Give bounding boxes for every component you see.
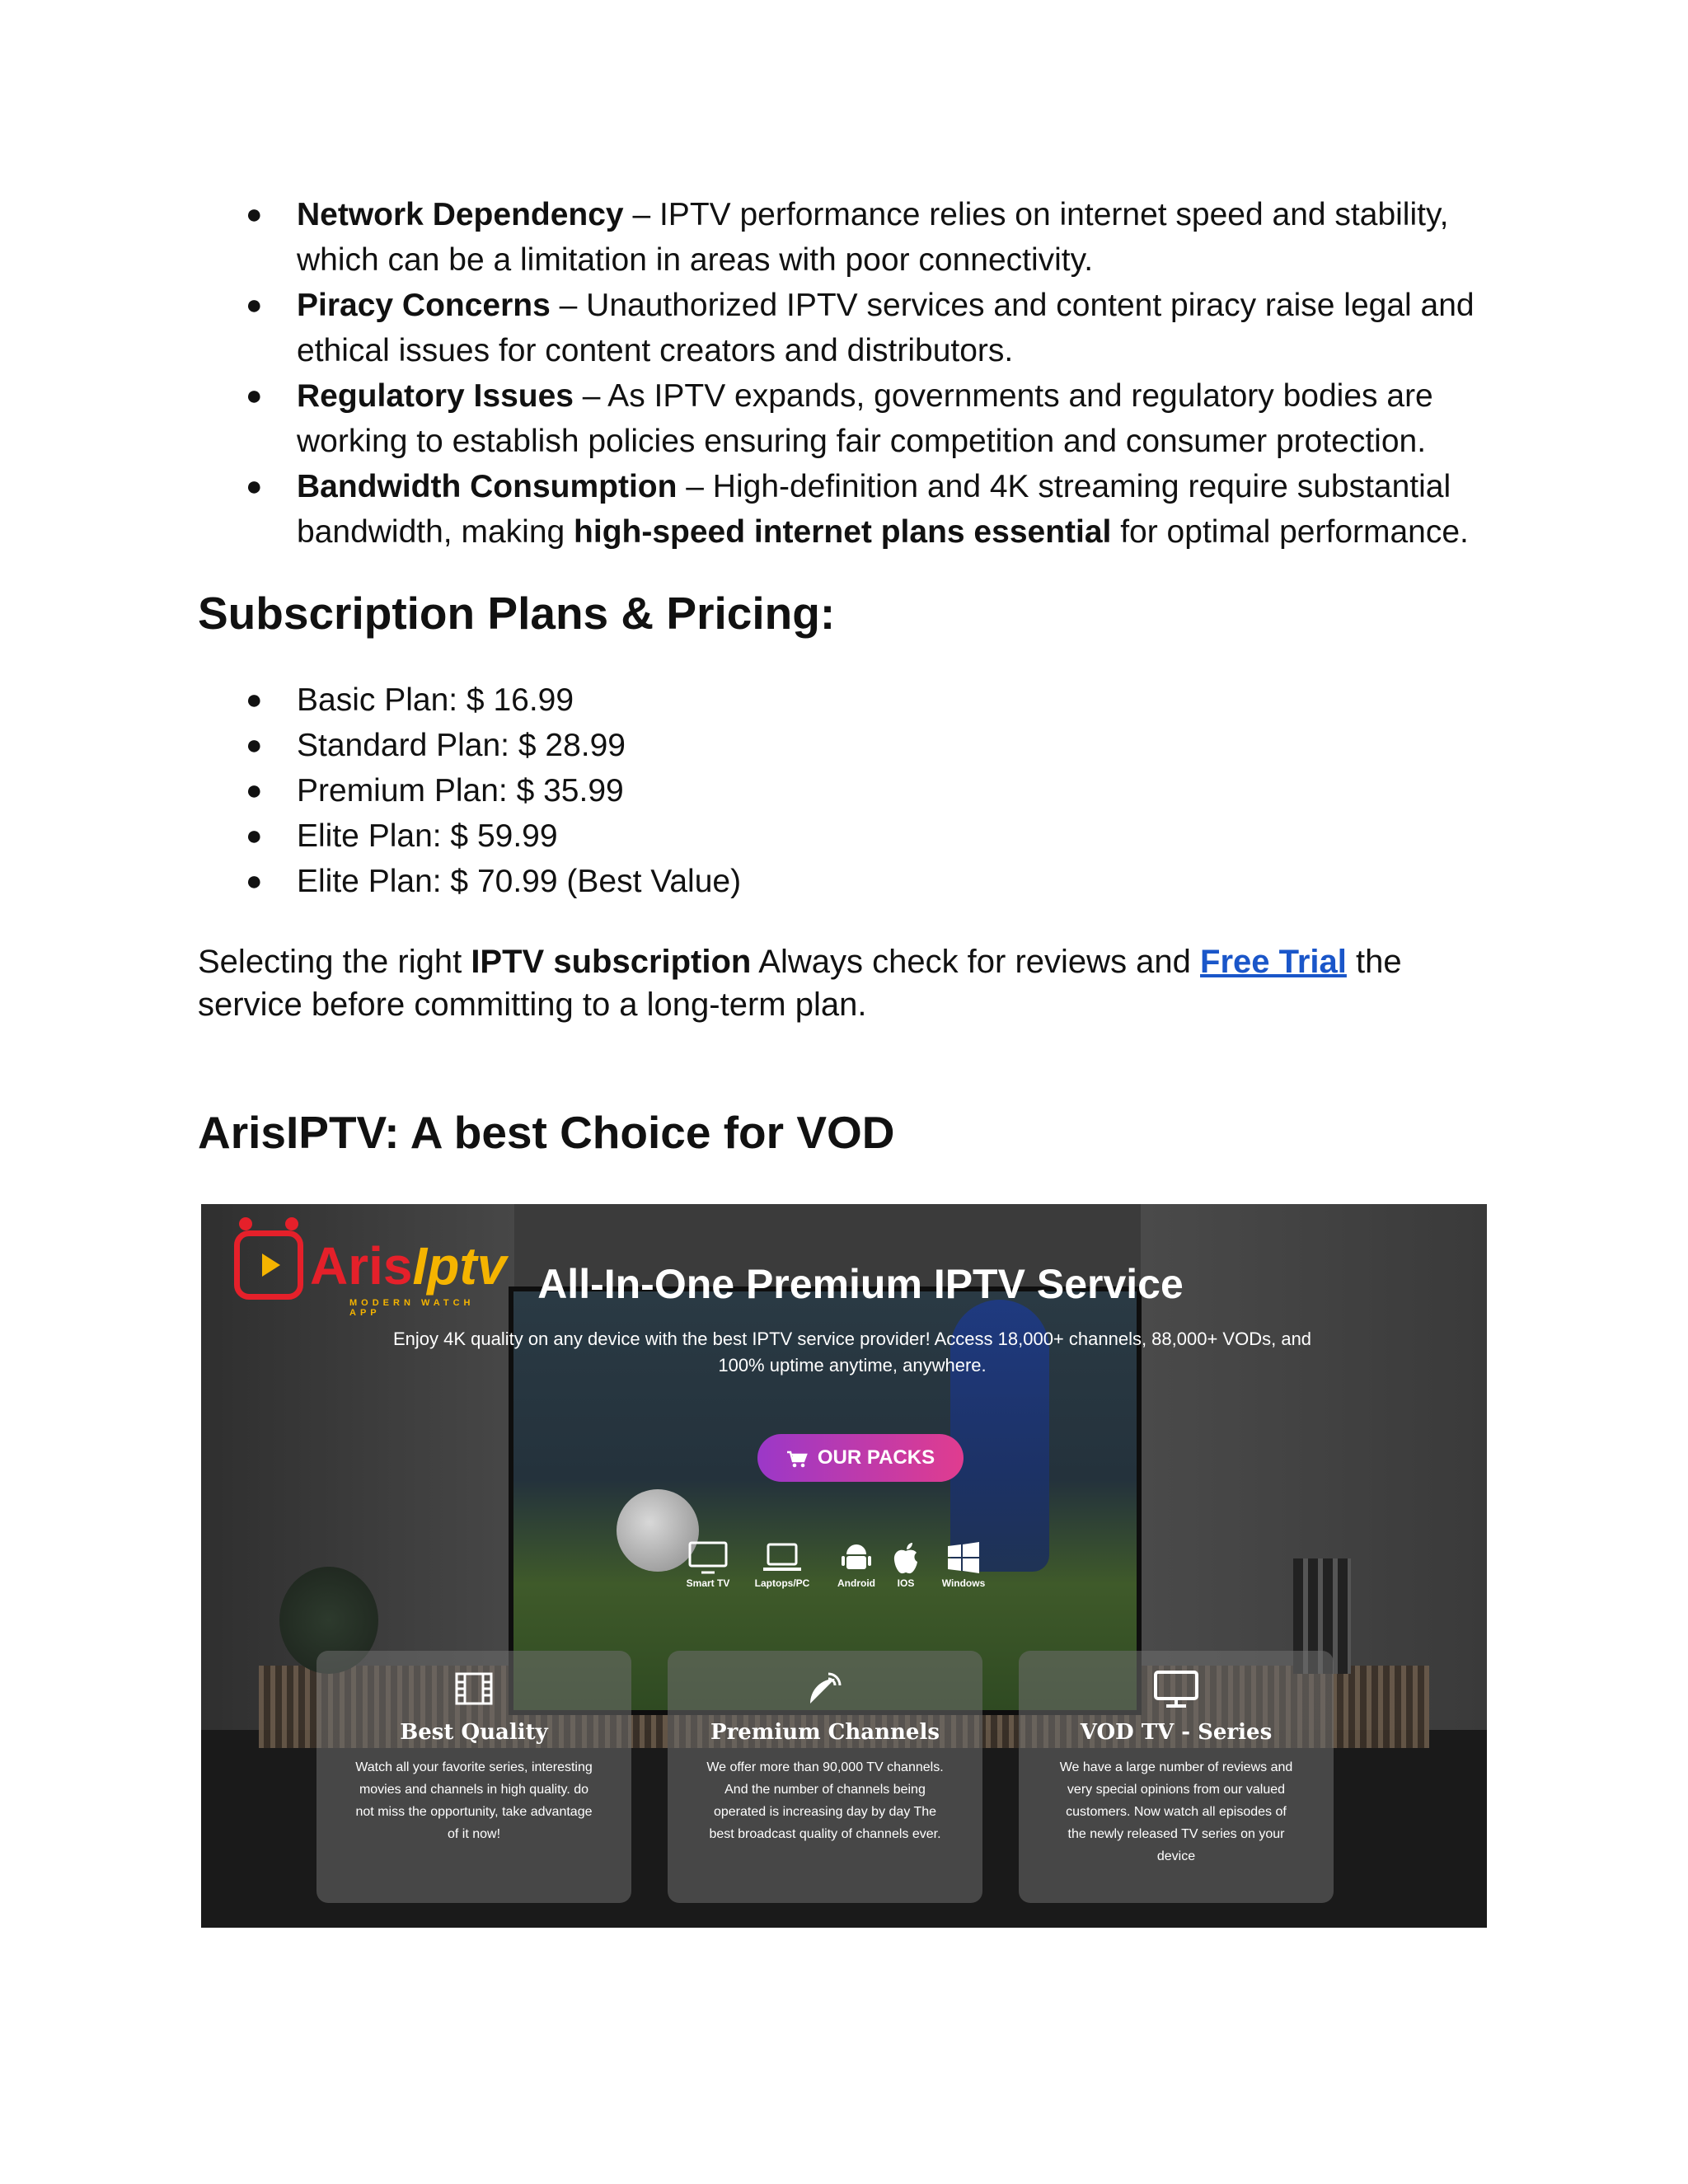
card-text: We have a large number of reviews and very special opinions from our valued customers. Now watch all episodes of the newly released TV series on your device (1059, 1760, 1293, 1863)
device-label: Laptops/PC (754, 1577, 810, 1589)
vod-heading: ArisIPTV: A best Choice for VOD (198, 1107, 895, 1158)
bullet-icon: ● (246, 820, 263, 851)
para-bold: IPTV subscription (471, 944, 752, 980)
laptop-icon (745, 1538, 819, 1577)
para-text: the service before committing to a long-term plan. (198, 944, 1402, 1023)
bullet-icon: ● (246, 199, 263, 230)
card-title: Best Quality (400, 1720, 548, 1745)
bullet-icon: ● (246, 775, 263, 806)
banner-subtitle: Enjoy 4K quality on any device with the best IPTV service provider! Access 18,000+ channels, 88,000+ VODs, and 100% uptime anytime, anywhere. (392, 1329, 1312, 1376)
cart-icon (786, 1451, 806, 1465)
issue-text: – High-definition and 4K streaming require substantial bandwidth, making (297, 469, 1451, 550)
issue-term: Bandwidth Consumption (297, 469, 678, 504)
list-item (198, 192, 1517, 283)
list-item (198, 677, 1517, 723)
device-laptop (745, 1538, 819, 1589)
bullet-icon: ● (246, 471, 263, 502)
issue-text: – IPTV performance relies on internet speed and stability, which can be a limitation in areas with poor connectivity. (297, 197, 1449, 278)
smart-tv-icon (671, 1538, 745, 1577)
card-title: VOD TV - Series (1080, 1720, 1273, 1745)
card-title: Premium Channels (710, 1720, 940, 1745)
plans-heading: Subscription Plans & Pricing: (198, 588, 836, 639)
device-label: IOS (897, 1577, 915, 1589)
advice-paragraph (198, 940, 1484, 1026)
our-packs-button[interactable] (757, 1434, 964, 1482)
list-item (198, 768, 1517, 813)
device-smart-tv (671, 1538, 745, 1589)
bullet-icon: ● (246, 684, 263, 715)
device-list (671, 1538, 1025, 1604)
list-item (198, 373, 1517, 464)
device-windows (926, 1538, 1001, 1589)
arisiptv-banner (201, 1204, 1487, 1928)
list-item (198, 283, 1517, 373)
monitor-icon (1019, 1666, 1334, 1712)
plan-text: Elite Plan: $ 59.99 (297, 818, 558, 854)
card-text: We offer more than 90,000 TV channels. And the number of channels being operated is increasing day by day The best broadcast quality of channels ever. (706, 1760, 944, 1841)
plans-list (198, 677, 1517, 904)
card-text: Watch all your favorite series, interesting movies and channels in high quality. do not miss the opportunity, take advantage of it now! (355, 1760, 593, 1841)
device-label: Smart TV (686, 1577, 730, 1589)
logo-iptv: Iptv (412, 1236, 507, 1296)
bullet-icon: ● (246, 865, 263, 897)
plan-text: Standard Plan: $ 28.99 (297, 728, 626, 763)
windows-icon (926, 1538, 1001, 1577)
issue-bold-text: high-speed internet plans essential (574, 514, 1112, 550)
bullet-icon: ● (246, 380, 263, 411)
logo-aris: Aris (310, 1236, 413, 1296)
bullet-icon: ● (246, 729, 263, 761)
list-item (198, 464, 1517, 555)
plan-text: Premium Plan: $ 35.99 (297, 773, 624, 808)
feature-card-vod-series (1019, 1651, 1334, 1903)
list-item (198, 723, 1517, 768)
feature-card-premium-channels (668, 1651, 982, 1903)
list-item (198, 813, 1517, 859)
issue-term: Piracy Concerns (297, 288, 551, 323)
device-label: Android (837, 1577, 875, 1589)
issues-list (198, 192, 1517, 555)
our-packs-label: OUR PACKS (817, 1446, 935, 1469)
list-item (198, 859, 1517, 904)
device-label: Windows (941, 1577, 986, 1589)
para-text: Always check for reviews and (751, 944, 1201, 980)
logo-tagline: MODERN WATCH APP (349, 1298, 475, 1318)
issue-text: for optimal performance. (1111, 514, 1469, 550)
issue-term: Regulatory Issues (297, 378, 574, 414)
banner-title: All-In-One Premium IPTV Service (537, 1261, 1184, 1307)
bullet-icon: ● (246, 289, 263, 321)
issue-term: Network Dependency (297, 197, 624, 232)
issue-text: – As IPTV expands, governments and regulatory bodies are working to establish policies ensuring fair competition and consumer protection. (297, 378, 1433, 459)
feature-card-best-quality (316, 1651, 631, 1903)
plan-text: Basic Plan: $ 16.99 (297, 682, 574, 718)
satellite-dish-icon (668, 1666, 982, 1712)
issue-text: – Unauthorized IPTV services and content piracy raise legal and ethical issues for content creators and distributors. (297, 288, 1475, 368)
plan-text: Elite Plan: $ 70.99 (Best Value) (297, 864, 742, 899)
para-text: Selecting the right (198, 944, 471, 980)
free-trial-link[interactable]: Free Trial (1200, 944, 1347, 980)
film-icon (316, 1666, 631, 1712)
